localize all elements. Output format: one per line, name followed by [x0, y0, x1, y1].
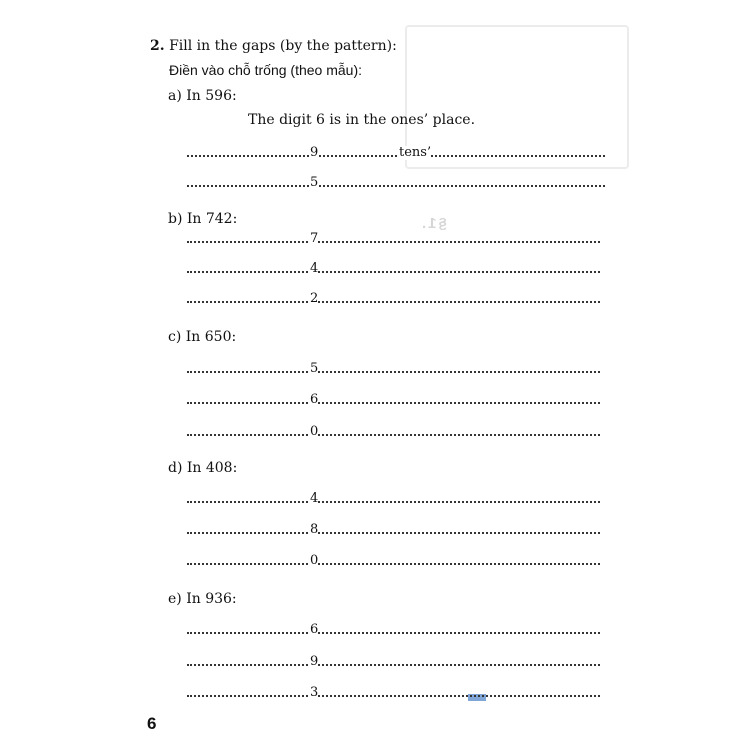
dotted-line — [187, 241, 600, 243]
section-c-label: c) In 650: — [168, 329, 237, 345]
dotted-line — [187, 185, 605, 187]
dotted-line — [187, 632, 600, 634]
bleed-through-mark: §1. — [420, 215, 447, 232]
dotted-line — [187, 501, 600, 503]
section-d-label: d) In 408: — [168, 460, 238, 476]
gap-row-d-1[interactable] — [187, 490, 605, 506]
given-digit: 4 — [310, 491, 319, 506]
dotted-line — [187, 271, 600, 273]
gap-row-b-2[interactable] — [187, 260, 605, 276]
exercise-number: 2. — [150, 38, 165, 54]
gap-row-d-2[interactable] — [187, 521, 605, 537]
gap-row-c-2[interactable] — [187, 391, 605, 407]
given-digit: 0 — [310, 424, 319, 439]
exercise-title — [150, 38, 397, 54]
gap-row-b-1[interactable] — [187, 230, 605, 246]
dotted-line — [187, 532, 600, 534]
given-digit: 5 — [310, 361, 319, 376]
given-digit: 9 — [310, 654, 319, 669]
given-digit: 5 — [310, 175, 319, 190]
dotted-line — [187, 371, 600, 373]
given-digit: 6 — [310, 622, 319, 637]
section-e-label: e) In 936: — [168, 591, 237, 607]
given-digit: 6 — [310, 392, 319, 407]
given-digit: 7 — [310, 231, 319, 246]
gap-row-c-1[interactable] — [187, 360, 605, 376]
dotted-line — [187, 664, 600, 666]
gap-row-e-1[interactable] — [187, 621, 605, 637]
exercise-title-text: Fill in the gaps (by the pattern): — [169, 38, 397, 54]
given-digit: 2 — [310, 291, 319, 306]
section-b-label: b) In 742: — [168, 211, 238, 227]
gap-row-b-3[interactable] — [187, 290, 605, 306]
gap-row-a-1[interactable] — [187, 144, 605, 160]
gap-row-e-2[interactable] — [187, 653, 605, 669]
example-word: tens’ — [399, 145, 432, 160]
gap-row-c-3[interactable] — [187, 423, 605, 439]
dotted-line — [187, 301, 600, 303]
section-a-label: a) In 596: — [168, 88, 237, 104]
example-sentence: The digit 6 is in the ones’ place. — [248, 112, 476, 128]
gap-row-a-2[interactable] — [187, 174, 605, 190]
given-digit: 4 — [310, 261, 319, 276]
given-digit: 9 — [310, 145, 319, 160]
page-number: 6 — [147, 714, 157, 733]
dotted-line — [187, 563, 600, 565]
dotted-line — [187, 695, 600, 697]
dotted-line — [187, 402, 600, 404]
dotted-line — [187, 155, 605, 157]
gap-row-e-3[interactable] — [187, 684, 605, 700]
given-digit: 8 — [310, 522, 319, 537]
given-digit: 0 — [310, 553, 319, 568]
dotted-line — [187, 434, 600, 436]
exercise-subtitle: Điền vào chỗ trống (theo mẫu): — [169, 62, 362, 78]
given-digit: 3 — [310, 685, 319, 700]
gap-row-d-3[interactable] — [187, 552, 605, 568]
